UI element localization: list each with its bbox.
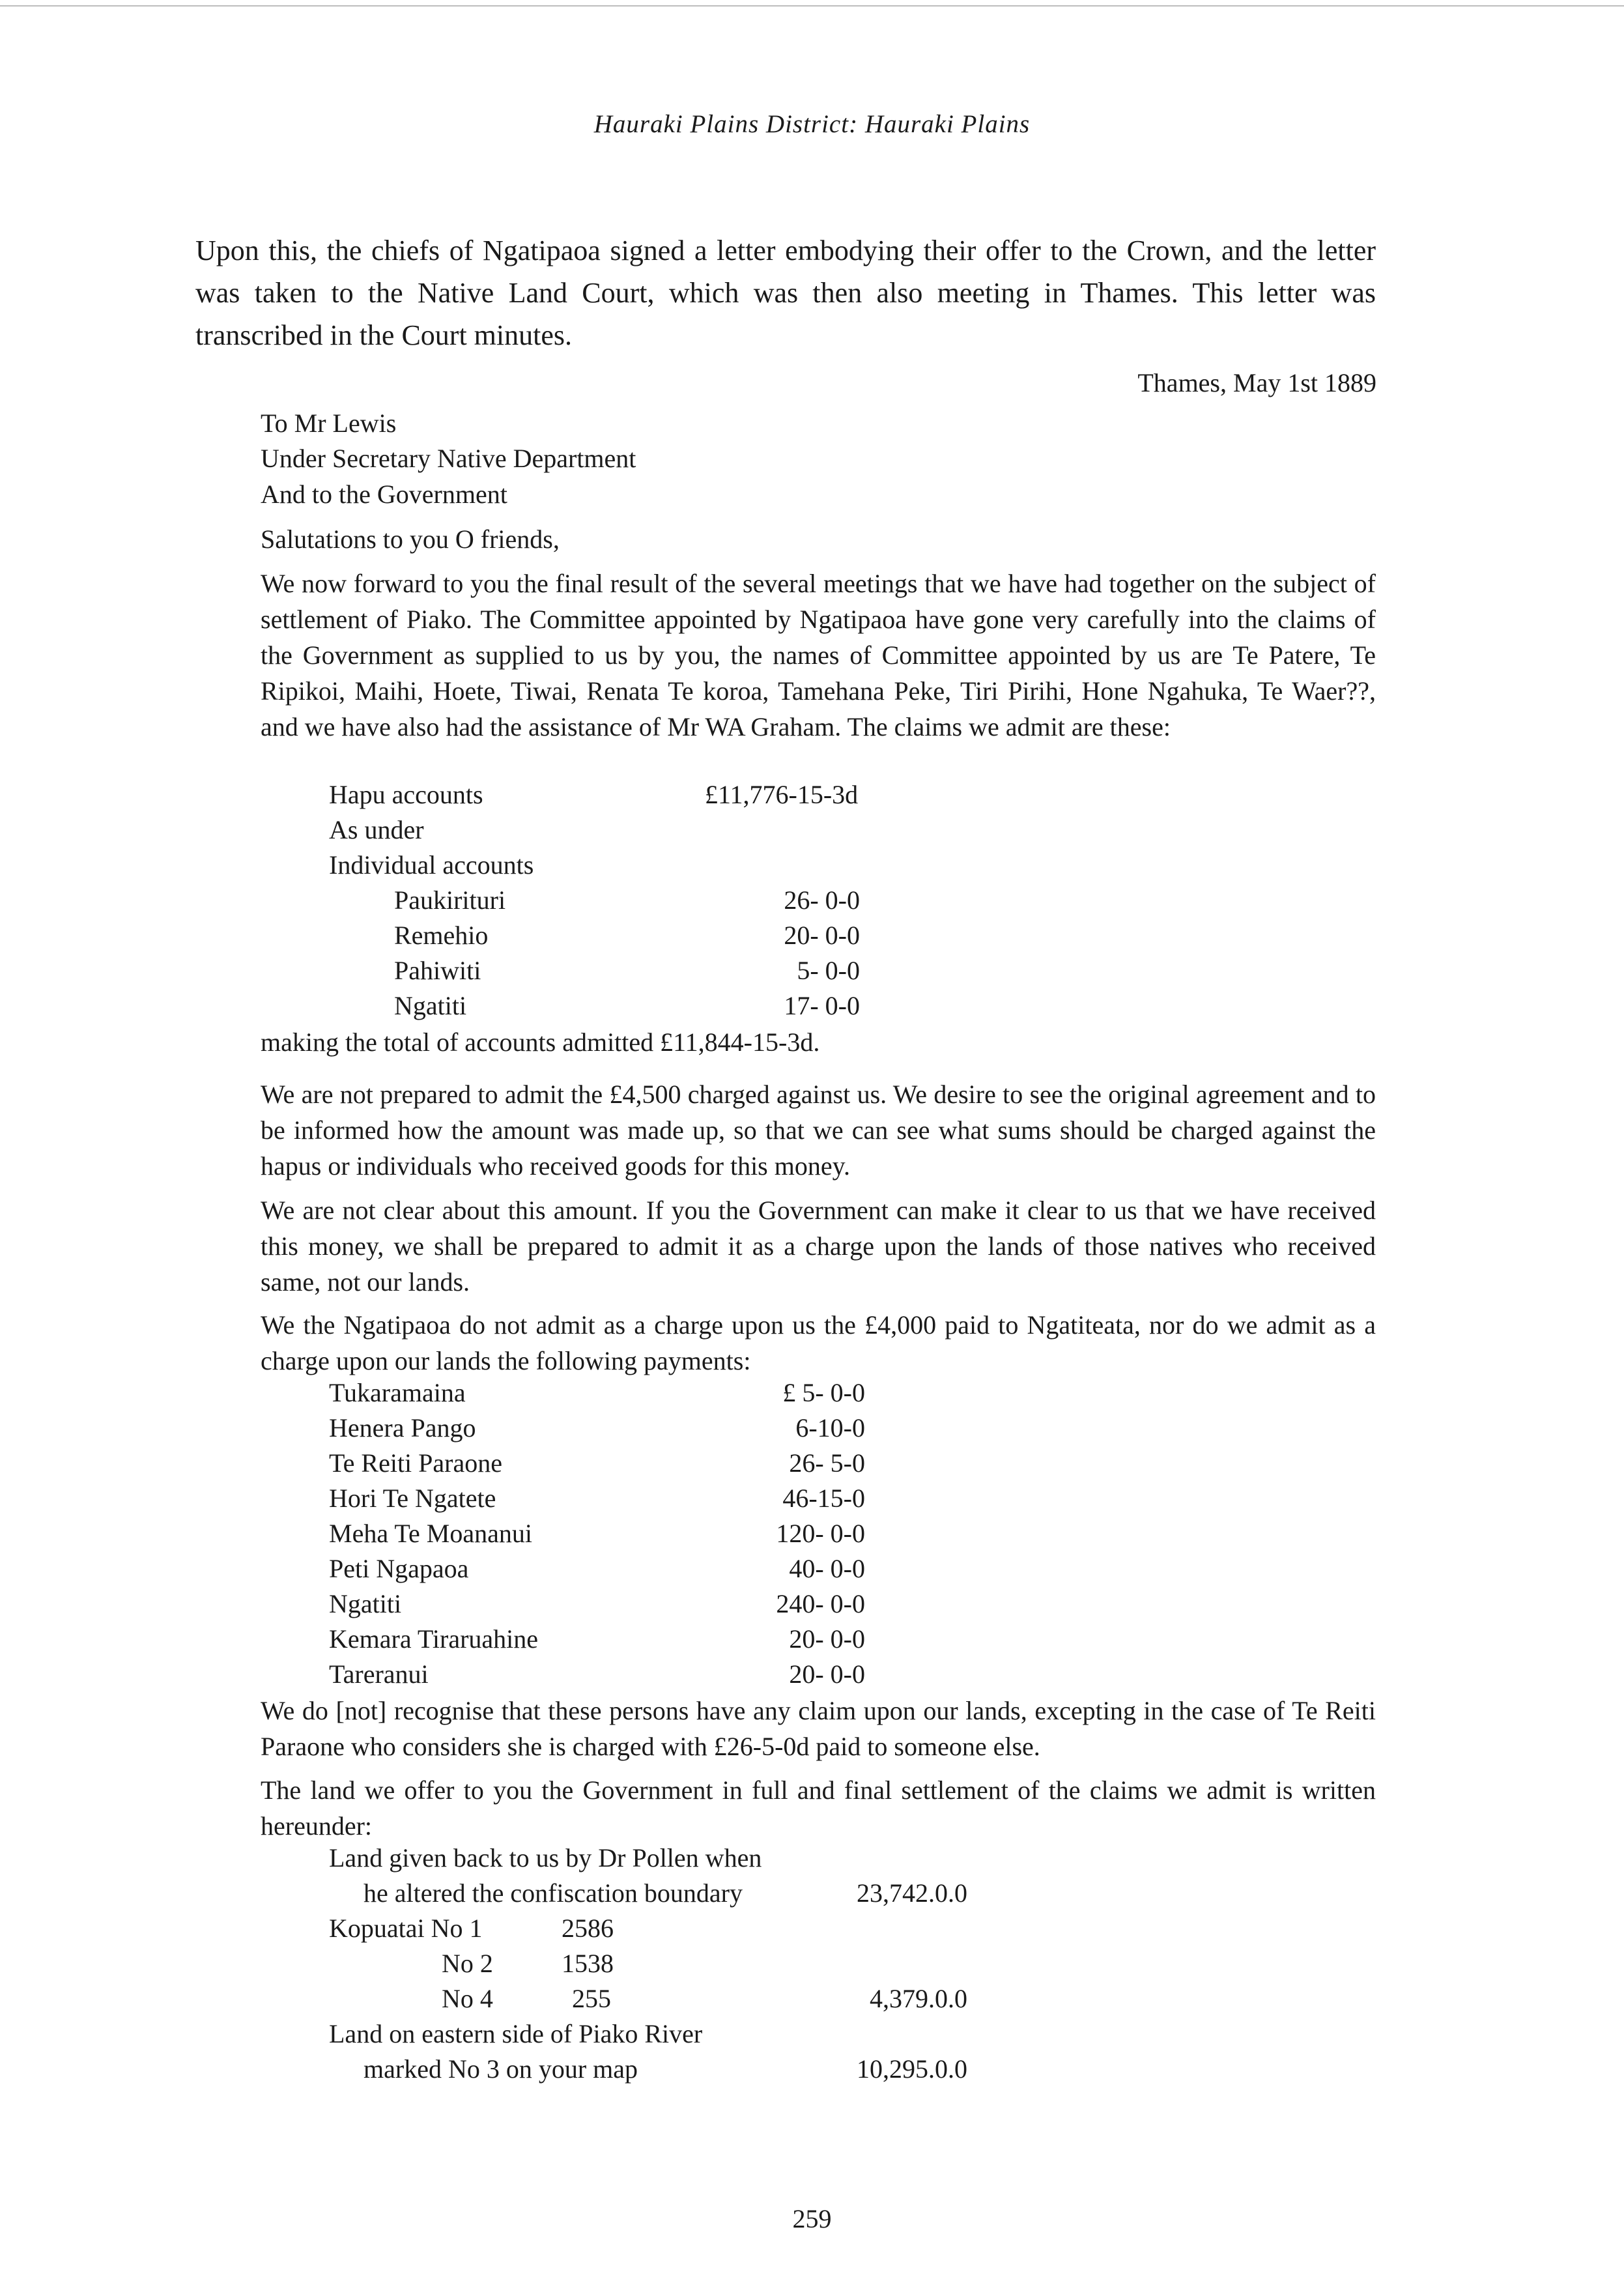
payment-name: Ngatiti <box>329 1589 402 1618</box>
addressee-line-3: And to the Government <box>261 480 507 509</box>
individual-amount: 5- 0-0 <box>797 956 860 985</box>
kopuatai-2-area: 1538 <box>562 1949 614 1978</box>
addressee-line-2: Under Secretary Native Department <box>261 444 636 473</box>
individual-amount: 17- 0-0 <box>784 991 860 1020</box>
payment-name: Te Reiti Paraone <box>329 1448 502 1478</box>
letter-dateline: Thames, May 1st 1889 <box>1137 368 1376 397</box>
payment-amount: £ 5- 0-0 <box>782 1378 865 1407</box>
individual-amount: 26- 0-0 <box>784 885 860 915</box>
page-top-rule <box>0 5 1624 7</box>
eastern-land-area: 10,295.0.0 <box>857 2054 967 2084</box>
letter-paragraph-3: We are not clear about this amount. If you the Government can make it clear to us that we have received this money, we shall be prepared to admit it as a charge upon the lands of those natives who received same, not our lands. <box>261 1196 1376 1297</box>
individual-amount: 20- 0-0 <box>784 921 860 950</box>
running-header: Hauraki Plains District: Hauraki Plains <box>593 110 1031 138</box>
eastern-land-line-2: marked No 3 on your map <box>363 2054 638 2084</box>
payment-amount: 20- 0-0 <box>789 1624 865 1654</box>
letter-paragraph-5: We do [not] recognise that these persons have any claim upon our lands, excepting in the case of Te Reiti Paraone who considers she is charged with £26-5-0d paid to someone else. <box>261 1696 1376 1761</box>
payment-name: Kemara Tiraruahine <box>329 1624 539 1654</box>
claims-total-line: making the total of accounts admitted £11,844-15-3d. <box>261 1027 820 1057</box>
payment-name: Henera Pango <box>329 1413 476 1442</box>
hapu-accounts-amount: £11,776-15-3d <box>705 780 859 809</box>
letter-paragraph-4: We the Ngatipaoa do not admit as a charge upon us the £4,000 paid to Ngatiteata, nor do we admit as a charge upon our lands the following payments: <box>261 1310 1376 1375</box>
as-under-label: As under <box>329 815 424 844</box>
salutation: Salutations to you O friends, <box>261 524 560 554</box>
hapu-accounts-label: Hapu accounts <box>329 780 483 809</box>
payment-name: Tukaramaina <box>329 1378 466 1407</box>
intro-paragraph: Upon this, the chiefs of Ngatipaoa signed a letter embodying their offer to the Crown, and the letter was taken to the Native Land Court, which was then also meeting in Thames. This letter was transcribed in the Court minutes. <box>195 235 1376 351</box>
letter-paragraph-6: The land we offer to you the Government in full and final settlement of the claims we admit is written hereunder: <box>261 1775 1376 1841</box>
payment-name: Tareranui <box>329 1659 429 1689</box>
kopuatai-label: Kopuatai No 1 <box>329 1914 483 1943</box>
pollen-land-line-1: Land given back to us by Dr Pollen when <box>329 1843 762 1872</box>
payment-name: Peti Ngapaoa <box>329 1554 469 1583</box>
pollen-land-area: 23,742.0.0 <box>857 1878 967 1908</box>
payment-amount: 120- 0-0 <box>776 1519 865 1548</box>
page-number: 259 <box>792 2204 832 2233</box>
addressee-line-1: To Mr Lewis <box>261 409 397 438</box>
kopuatai-1-area: 2586 <box>562 1914 614 1943</box>
individual-name: Ngatiti <box>394 991 467 1020</box>
eastern-land-line-1: Land on eastern side of Piako River <box>329 2019 703 2048</box>
payment-amount: 6-10-0 <box>795 1413 865 1442</box>
payment-amount: 26- 5-0 <box>789 1448 865 1478</box>
payment-amount: 40- 0-0 <box>789 1554 865 1583</box>
kopuatai-4-area: 255 <box>572 1984 611 2013</box>
individual-accounts-label: Individual accounts <box>329 850 534 880</box>
letter-paragraph-1: We now forward to you the final result of the several meetings that we have had together on the subject of settlement of Piako. The Committee appointed by Ngatipaoa have gone very carefully into the claims of the Government as supplied to us by you, the names of Committee appointed by us are Te Patere, Te Ripikoi, Maihi, Hoete, Tiwai, Renata Te koroa, Tamehana Peke, Tiri Pirihi, Hone Ngahuka, Te Waer??, and we have also had the assistance of Mr WA Graham. The claims we admit are these: <box>261 569 1376 741</box>
payment-amount: 46-15-0 <box>782 1484 865 1513</box>
payment-name: Meha Te Moananui <box>329 1519 532 1548</box>
individual-name: Pahiwiti <box>394 956 481 985</box>
payment-name: Hori Te Ngatete <box>329 1484 496 1513</box>
pollen-land-line-2: he altered the confiscation boundary <box>363 1878 743 1908</box>
kopuatai-no4-label: No 4 <box>442 1984 493 2013</box>
payment-amount: 240- 0-0 <box>776 1589 865 1618</box>
individual-name: Paukirituri <box>394 885 506 915</box>
letter-paragraph-2: We are not prepared to admit the £4,500 charged against us. We desire to see the original agreement and to be informed how the amount was made up, so that we can see what sums should be charged against the hapus or individuals who received goods for this money. <box>261 1080 1376 1181</box>
payment-amount: 20- 0-0 <box>789 1659 865 1689</box>
individual-name: Remehio <box>394 921 489 950</box>
kopuatai-no2-label: No 2 <box>442 1949 493 1978</box>
kopuatai-total: 4,379.0.0 <box>870 1984 967 2013</box>
